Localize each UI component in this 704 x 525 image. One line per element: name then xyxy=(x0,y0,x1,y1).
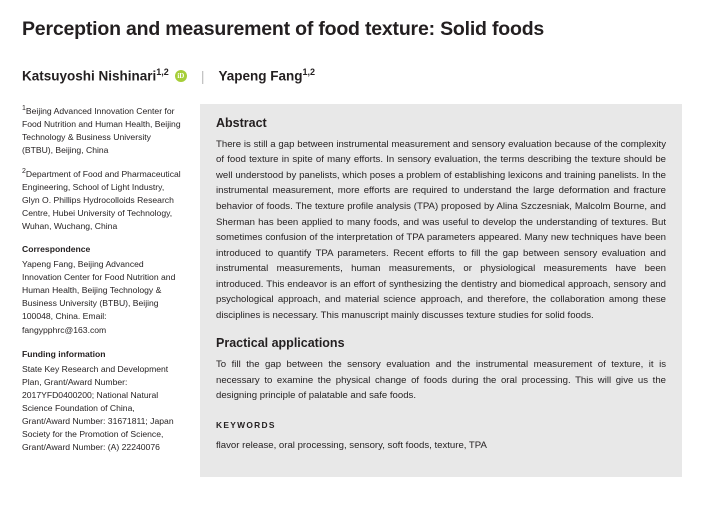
funding-text: State Key Research and Development Plan, Grant/Award Number: 2017YFD0400200; National Natural Science Foundation of China, Grant/Award Number: 31671811; Japan Society for the Promotion of Science, Grant/Award Number: (A) 22240076 xyxy=(22,363,174,453)
funding-heading: Funding information xyxy=(22,348,106,359)
affiliation-1 xyxy=(22,104,184,157)
author-list xyxy=(22,67,682,84)
keywords-heading: KEYWORDS xyxy=(216,419,276,430)
metadata-column xyxy=(22,104,200,478)
author-1-affiliation-marks: 1,2 xyxy=(156,67,169,78)
abstract-panel xyxy=(200,104,682,478)
author-2-name: Yapeng Fang xyxy=(218,68,303,84)
author-1 xyxy=(22,67,169,84)
affiliation-2-mark: 2 xyxy=(22,168,26,175)
page-title: Perception and measurement of food texture: Solid foods xyxy=(22,18,545,40)
correspondence-text: Yapeng Fang, Beijing Advanced Innovation Center for Food Nutrition and Human Health, Beijing Technology & Business University (BTBU), Beijing 100048, China. Email: fangypphrc@163.com xyxy=(22,259,176,335)
abstract-heading: Abstract xyxy=(216,115,267,130)
affiliation-2-text: Department of Food and Pharmaceutical Engineering, School of Light Industry, Glyn O. Phillips Hydrocolloids Research Centre, Hubei University of Technology, Wuhan, Wuchang, China xyxy=(22,168,181,232)
keywords-text: flavor release, oral processing, sensory, soft foods, texture, TPA xyxy=(216,440,487,452)
content-columns xyxy=(22,104,682,478)
practical-applications-text: To fill the gap between the sensory evaluation and the instrumental measurement of texture, it is necessary to examine the physical change of foods during the oral processing. This will give us the designing principle of palatable and safe foods. xyxy=(216,359,666,402)
abstract-text: There is still a gap between instrumental measurement and sensory evaluation because of the complexity of food texture in spite of many efforts. In sensory evaluation, the terms describing the texture should be well understood by panelists, which poses a problem of establishing lexicons and training panelists. In the instrumental measurement, more efforts are required to understand the large deformation and fracture behavior of foods. The texture profile analysis (TPA) proposed by Alina Szczesniak, Malcolm Bourne, and Sherman has been applied to many foods, and was useful to develop the understanding of textures. But sometimes confusion of the interpretation of TPA parameters appeared. Many new techniques have been introduced to quantify TPA parameters. Recent efforts to fill the gap between sensory evaluation and instrumental measurements, human measurements, or physiological measurements have been introduced. This endeavor is an effort of synthesizing the dentistry and biomedical approach, sensory and psychological approach, and material science approach, and therefore, the collaboration among these disciplines is necessary. This manuscript mainly discusses texture studies for solid foods. xyxy=(216,138,666,321)
affiliation-1-text: Beijing Advanced Innovation Center for Food Nutrition and Human Health, Beijing Technology & Business University (BTBU), Beijing, China xyxy=(22,105,181,155)
author-1-name: Katsuyoshi Nishinari xyxy=(22,68,157,84)
affiliation-1-mark: 1 xyxy=(22,104,26,112)
author-2 xyxy=(218,67,315,84)
correspondence-heading: Correspondence xyxy=(22,244,91,255)
author-2-affiliation-marks: 1,2 xyxy=(302,67,315,78)
orcid-icon[interactable] xyxy=(175,70,187,82)
practical-applications-heading: Practical applications xyxy=(216,336,345,351)
affiliation-2 xyxy=(22,167,184,233)
author-separator: | xyxy=(200,67,205,84)
